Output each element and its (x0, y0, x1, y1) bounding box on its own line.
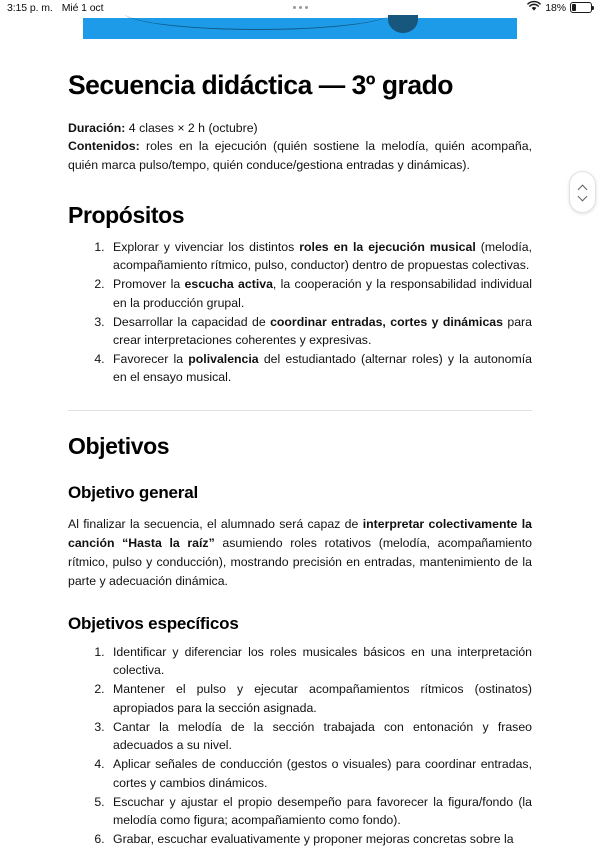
list-item: 3. Cantar la melodía de la sección trabajada con entonación y fraseo adecuados a su nivel. (108, 718, 532, 755)
propositos-list (68, 238, 532, 387)
list-item: 4. Aplicar señales de conducción (gestos o visuales) para coordinar entradas, cortes y cambios dinámicos. (108, 755, 532, 792)
list-item-emphasis: escucha activa (184, 277, 273, 292)
list-item-text: Desarrollar la capacidad de (113, 314, 271, 329)
duracion-value: 4 clases × 2 h (octubre) (125, 120, 258, 135)
status-bar (0, 0, 600, 15)
document-meta (68, 119, 532, 175)
contenidos-value: roles en la ejecución (quién sostiene la melodía, quién acompaña, quién marca pulso/tempo, quién conduce/gestiona entradas y dinámicas). (68, 139, 532, 173)
objetivo-general-paragraph (68, 515, 532, 591)
browser-chrome-strip (0, 15, 600, 39)
list-item (108, 313, 532, 350)
battery-icon (570, 2, 592, 13)
list-item: 1. Identificar y diferenciar los roles musicales básicos en una interpretación colectiva. (108, 643, 532, 680)
paragraph-text: asumiendo roles rotativos (melodía, acompañamiento rítmico, pulso y conducción), mostrando precisión en entradas, mantenimiento de la parte y adecuación dinámica. (68, 535, 532, 588)
list-item-text: Explorar y vivenciar los distintos (113, 239, 300, 254)
document-page (0, 70, 600, 848)
battery-percent-label: 18% (545, 1, 566, 14)
paragraph-emphasis: interpretar colectivamente la canción “Hasta la raíz” (68, 516, 532, 550)
status-date: Mié 1 oct (61, 1, 104, 14)
subsection-heading-objetivos-especificos: Objetivos específicos (68, 614, 239, 634)
wifi-icon (527, 1, 541, 15)
list-item-text: para crear interpretaciones coherentes y expresivas. (113, 314, 532, 348)
list-item: 5. Escuchar y ajustar el propio desempeño para favorecer la figura/fondo (la melodía como figura; acompañamiento como fondo). (108, 793, 532, 830)
status-bar-right (527, 1, 600, 15)
section-heading-propositos: Propósitos (68, 201, 185, 228)
list-item (108, 238, 532, 275)
list-item (108, 275, 532, 312)
duracion-label: Duración: (68, 120, 126, 135)
more-dots-icon (305, 6, 308, 9)
list-item-text: (melodía, acompañamiento rítmico, pulso, conductor) dentro de propuestas colectivas. (113, 239, 532, 273)
page-title: Secuencia didáctica — 3º grado (68, 70, 453, 100)
list-item-text: del estudiantado (alternar roles) y la autonomía en el ensayo musical. (113, 351, 532, 385)
list-item-text: Favorecer la (113, 351, 189, 366)
more-dots-icon (299, 6, 302, 9)
paragraph-text: Al finalizar la secuencia, el alumnado será capaz de (68, 516, 363, 531)
battery-fill (572, 4, 576, 11)
chevron-up-icon[interactable] (578, 186, 587, 191)
list-item-emphasis: roles en la ejecución musical (299, 239, 476, 254)
status-time: 3:15 p. m. (7, 1, 53, 14)
subsection-heading-objetivo-general: Objetivo general (68, 482, 199, 502)
chevron-down-icon[interactable] (578, 194, 587, 199)
site-header-banner (83, 18, 517, 39)
list-item: 2. Mantener el pulso y ejecutar acompañamientos rítmicos (ostinatos) apropiados para la sección asignada. (108, 680, 532, 717)
scroll-stepper[interactable] (569, 171, 596, 213)
more-dots-icon (293, 6, 296, 9)
list-item (108, 350, 532, 387)
list-item: 6. Grabar, escuchar evaluativamente y proponer mejoras concretas sobre la (108, 830, 532, 848)
list-item-emphasis: coordinar entradas, cortes y dinámicas (270, 314, 503, 329)
status-bar-left (0, 2, 103, 14)
list-item-text: Promover la (113, 277, 185, 292)
section-heading-objetivos: Objetivos (68, 432, 170, 459)
list-item-text: , la cooperación y la responsabilidad individual en la producción grupal. (113, 277, 532, 310)
contenidos-label: Contenidos: (68, 139, 140, 154)
objetivos-especificos-list (68, 643, 532, 848)
section-divider (68, 410, 532, 411)
list-item-emphasis: polivalencia (188, 351, 259, 366)
